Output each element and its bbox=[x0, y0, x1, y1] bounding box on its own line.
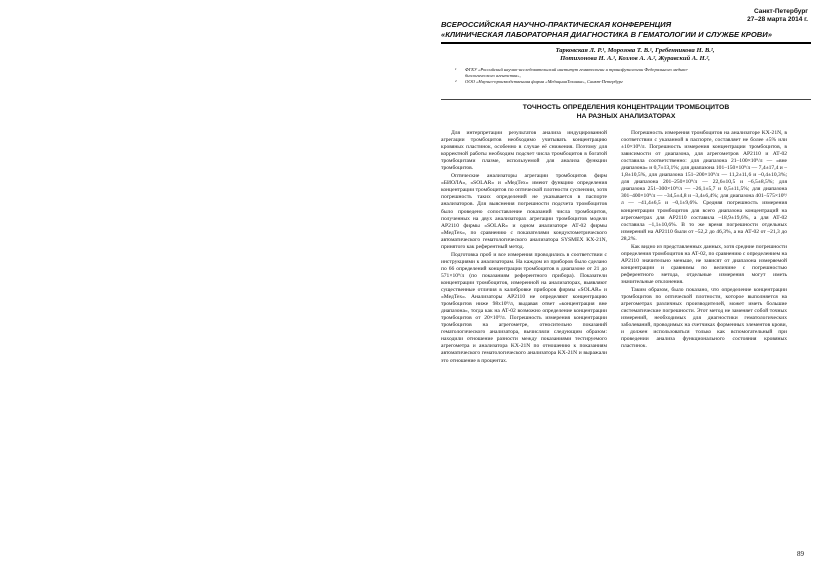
affiliation-rule bbox=[441, 99, 811, 100]
affiliation-1 bbox=[455, 67, 705, 79]
conference-title bbox=[441, 20, 811, 39]
affiliation-2 bbox=[455, 79, 705, 85]
paragraph: Как видно из представленных данных, хотя средние погрешности определения тромбоцитов на АТ-02, по сравнению с определением на АР2110 значительно меньше, не зависят от диапазона измеряемой концентрации и сравнимы по величине с погрешностью референтного метода, отдельные измерения могут иметь значительные отклонения. bbox=[621, 243, 787, 285]
paragraph: Таким образом, было показано, что определение концентрации тромбоцитов по оптической плотности, которое выполняется на агрегометрах различных производителей, может иметь большие систематические погрешности. Этот метод не заменяет собой точных измерений, необходимых для диагностики гематологических заболеваний, проводимых на счетчиках форменных элементов крови, и должен использоваться только как вспомогательный при проведении анализа функционального состояния кровяных пластинок. bbox=[621, 287, 787, 350]
text-column-right bbox=[621, 130, 787, 351]
author-list bbox=[460, 47, 810, 63]
conference-dates: 27–28 марта 2014 г. bbox=[747, 16, 808, 23]
paragraph: Оптические анализаторы агрегации тромбоцитов фирм «БИОЛА», «SOLAR» и «МедТех» имеют функцию определения концентрации тромбоцитов по оптической плотности суспензии, хотя погрешность таких определений не указывается в паспорте анализаторов. Для выяснения погрешности подсчета тромбоцитов было проведено сопоставление показаний числа тромбоцитов, полученных на двух анализаторах агрегации тромбоцитов модели АР2110 фирмы «SOLAR» и одном анализаторе АТ-02 фирмы «МедТех», по сравнению с показателями кондуктометрического автоматического гематологического анализатора SYSMEX KX-21N, принятого как референтный метод. bbox=[441, 173, 607, 250]
paragraph: Для интерпретации результатов анализа индуцированной агрегации тромбоцитов необходимо учитывать концентрацию кровяных пластинок, особенно в случае её снижения. Поэтому для корректной работы необходим подсчет числа тромбоцитов в богатой тромбоцитами плазме, используемой для анализа функции тромбоцитов. bbox=[441, 130, 607, 172]
header-rule bbox=[441, 42, 811, 44]
article-title-line-2: НА РАЗНЫХ АНАЛИЗАТОРАХ bbox=[576, 112, 676, 120]
text-column-left bbox=[441, 130, 607, 366]
affiliations bbox=[455, 67, 705, 84]
paragraph: Подготовка проб и все измерения проводились в соответствии с инструкциями к анализаторам. На каждом из приборов было сделано по 66 определений концентрации тромбоцитов в диапазоне от 21 до 571×10⁹/л (по показаниям референтного прибора). Показатели концентрации тромбоцитов, измеренной на анализаторах, выявляют существенные отличия в калибровке приборов фирмы «SOLAR» и «МедТех». Анализаторы АР2110 не определяют концентрацию тромбоцитов ниже 98х10⁹/л, выдавая ответ «концентрация вне диапазона», тогда как на АТ-02 возможно определение концентрации тромбоцитов от 20×10⁹/л. Погрешность измерения концентрации тромбоцитов на агрегометре, относительно показаний гематологического анализатора, вычисляли следующим образом: находили отношение разности между показаниями тестируемого агрегометра и анализатора KX-21N по отношению к показаниям автоматического гематологического анализатора KX-21N и выражали это отношение в процентах. bbox=[441, 251, 607, 364]
affiliation-number: ¹ bbox=[455, 67, 457, 72]
city-name: Санкт-Петербург bbox=[753, 8, 808, 15]
article-title bbox=[441, 104, 811, 121]
affiliation-text: ООО «Научно-производственная фирма «МедицинаТехника», Санкт-Петербург bbox=[465, 78, 623, 84]
article-title-line-1: ТОЧНОСТЬ ОПРЕДЕЛЕНИЯ КОНЦЕНТРАЦИИ ТРОМБОЦИТОВ bbox=[522, 104, 730, 111]
author-line-2: Потихонова Н. А.¹, Козлов А. А.², Журавский А. Н.², bbox=[560, 55, 710, 62]
page-number: 89 bbox=[797, 550, 804, 558]
affiliation-text: ФГБУ «Российский научно-исследовательский институт гематологии и трансфузиологии Федерального медико-биологического агентства», bbox=[465, 67, 689, 78]
conference-title-line-2: «КЛИНИЧЕСКАЯ ЛАБОРАТОРНАЯ ДИАГНОСТИКА В ГЕМАТОЛОГИИ И СЛУЖБЕ КРОВИ» bbox=[441, 29, 772, 39]
author-line-1: Тарковская Л. Р.¹, Морозова Т. В.¹, Гребенникова Н. В.², bbox=[555, 47, 715, 54]
conference-title-line-1: ВСЕРОССИЙСКАЯ НАУЧНО-ПРАКТИЧЕСКАЯ КОНФЕРЕНЦИЯ bbox=[441, 20, 672, 29]
affiliation-number: ² bbox=[455, 78, 457, 84]
paragraph: Погрешность измерения тромбоцитов на анализаторе KX-21N, в соответствии с указанной в паспорте, составляет не более ±5% или ±10×10⁹/л. Погрешность измерения концентрации тромбоцитов, в зависимости от диапазона, для агрегометров АР2110 и АТ-02 составила соответственно: для диапазона 21–100×10⁹/л — «вне диапазона» и 0,7±13,1%; для диапазона 101–150×10⁹/л — 7,4±17,4 и –1,8±10,5%, для диапазона 151–200×10⁹/л — 11,2±11,6 и –0,4±10,3%; для диапазона 201–250×10⁹/л — 22,6±10,5 и –6,5±8,5%; для диапазона 251–300×10⁹/л — –26,1±5,7 и 0,5±11,5%; для диапазона 301–400×10⁹/л — –34,5±4,8 и –3,4±6,4%; для диапазона 401–575×10⁹/л — –41,4±6,5 и –0,1±9,6%. Средняя погрешность измерения концентрации тромбоцитов для всего диапазона концентраций на агрегометрах для АР2110 составила –18,9±19,6%, а для АТ-02 составила –1,1±10,6%. В то же время погрешности отдельных измерений на АР2110 были от –52,2 до 46,3%, а на АТ-02 от –21,3 до 28,2%. bbox=[621, 130, 787, 242]
